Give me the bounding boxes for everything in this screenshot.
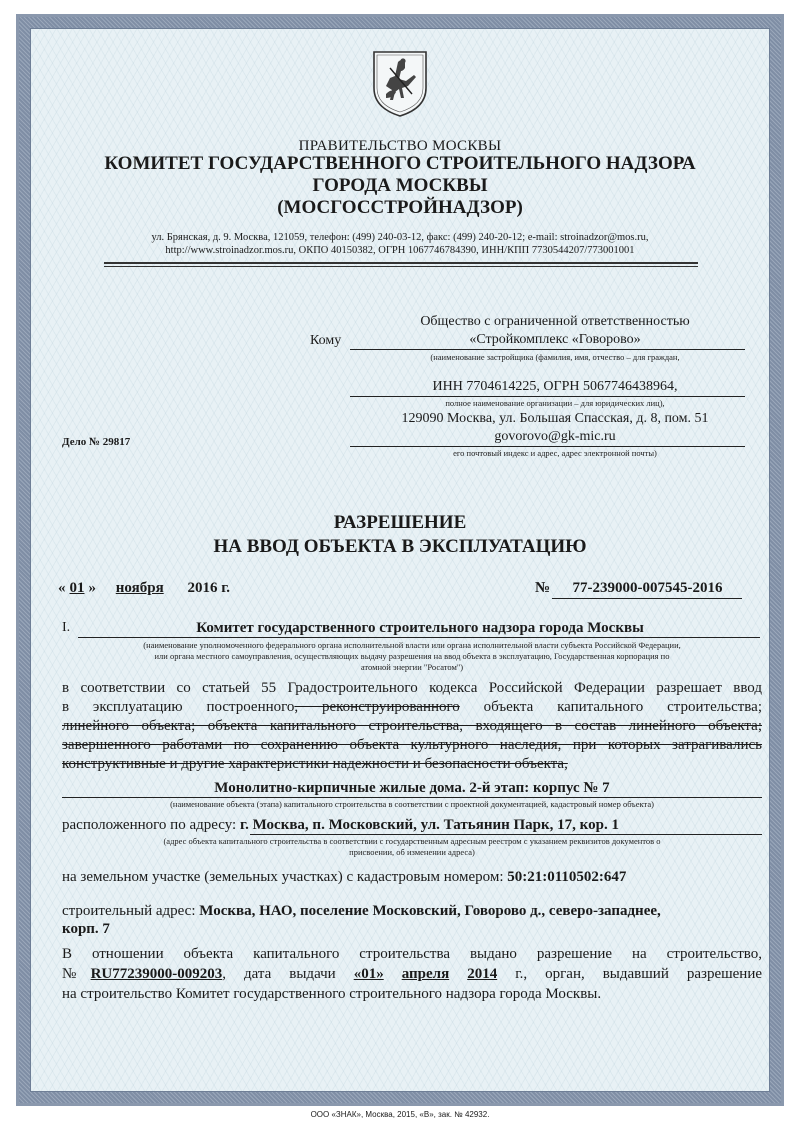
location-label: расположенного по адресу: (62, 817, 237, 833)
date-line (58, 580, 230, 597)
permit-text-line-2 (62, 965, 762, 984)
location-hint-2: присвоении, об изменении адреса) (349, 847, 475, 857)
recipient-email-underline (350, 446, 745, 447)
permit-no-sign: № (62, 966, 91, 982)
date-open-quote: « (58, 580, 66, 596)
authority-hint-1: (наименование уполномоченного федерального органа исполнительной власти или органа исполнительной власти субъекта Российской Федерации, (143, 640, 681, 650)
recipient-hint-2: полное наименование организации – для юридических лиц), (445, 398, 665, 408)
object-name-underline (62, 797, 762, 798)
recipient-address: 129090 Москва, ул. Большая Спасская, д. 8, пом. 51 (401, 411, 709, 426)
committee-address-line2: http://www.stroinadzor.mos.ru, ОКПО 40150382, ОГРН 1067746784390, ИНН/КПП 7730544207/773001001 (165, 245, 635, 256)
recipient-name-line1: Общество с ограниченной ответственностью (420, 314, 690, 329)
location-value: г. Москва, п. Московский, ул. Татьянин Парк, 17, кор. 1 (239, 817, 619, 833)
moscow-coat-of-arms-icon (368, 48, 432, 118)
construction-address-label: строительный адрес: (62, 903, 196, 919)
recipient-inn: ИНН 7704614225, ОГРН 5067746438964, (432, 379, 678, 394)
recipient-hint-1: (наименование застройщика (фамилия, имя, отчество – для граждан, (430, 352, 680, 362)
recipient-email: govorovo@gk-mic.ru (494, 429, 616, 444)
recipient-inn-underline (350, 396, 745, 397)
permit-day: «01» (353, 966, 384, 982)
body-text-line-2 (62, 698, 762, 717)
building-permit-number: RU77239000-009203 (90, 966, 223, 982)
recipient-underline (350, 349, 745, 350)
issuing-authority: Комитет государственного строительного надзора города Москвы (196, 620, 644, 636)
land-plot (62, 868, 762, 887)
land-label: на земельном участке (земельных участках) с кадастровым номером: (62, 869, 504, 885)
body-object-type: объекта капитального строительства; (459, 699, 762, 715)
government-name: ПРАВИТЕЛЬСТВО МОСКВЫ (298, 138, 502, 154)
body-text-line-1: в соответствии со статьей 55 Градостроительного кодекса Российской Федерации разрешает ввод (62, 680, 762, 696)
construction-address-line2: корп. 7 (62, 921, 110, 937)
authority-hint-2: или органа местного самоуправления, осуществляющих выдачу разрешения на ввод объекта в эксплуатацию, Государственная корпорация по (154, 651, 670, 661)
permit-date-label: , дата выдачи (222, 966, 336, 982)
recipient-hint-3: его почтовый индекс и адрес, адрес электронной почты) (453, 448, 657, 458)
body-text-line-5-struck: конструктивные и другие характеристики надежности и безопасности объекта, (62, 756, 568, 772)
document-subtitle: НА ВВОД ОБЪЕКТА В ЭКСПЛУАТАЦИЮ (213, 536, 587, 557)
object-location (62, 816, 762, 835)
printer-footer: ООО «ЗНАК», Москва, 2015, «В», зак. № 42932. (310, 1110, 490, 1119)
date-day: 01 (69, 580, 85, 596)
date-month: ноября (115, 580, 164, 596)
authority-hint-3: атомной энергии "Росатом") (360, 662, 464, 672)
permit-year: 2014 (467, 966, 498, 982)
committee-name-line3: (МОСГОССТРОЙНАДЗОР) (277, 197, 523, 218)
body-built: в эксплуатацию построенного (62, 699, 295, 715)
permit-text-line-1: В отношении объекта капитального строительства выдано разрешение на строительство, (62, 946, 762, 962)
permit-number-underline (552, 598, 742, 599)
to-label: Кому (310, 333, 342, 348)
object-name: Монолитно-кирпичные жилые дома. 2-й этап: корпус № 7 (214, 780, 610, 796)
header-rule (104, 262, 698, 264)
permit-month: апреля (401, 966, 450, 982)
construction-address (62, 902, 762, 921)
construction-address-value: Москва, НАО, поселение Московский, Говорово д., северо-западнее, (199, 903, 661, 919)
authority-underline (78, 637, 760, 638)
permit-text-line-3: на строительство Комитет государственного строительного надзора города Москвы. (62, 986, 602, 1002)
number-sign: № (535, 580, 551, 596)
permit-tail: г., орган, выдавший разрешение (515, 966, 763, 982)
body-text-line-3-struck: линейного объекта; объекта капитального строительства, входящего в состав линейного объекта; (62, 718, 762, 734)
body-text-line-4-struck: завершенного работами по сохранению объекта культурного наследия, при которых затрагивались (62, 737, 762, 753)
committee-name-line1: КОМИТЕТ ГОСУДАРСТВЕННОГО СТРОИТЕЛЬНОГО НАДЗОРА (104, 153, 696, 174)
object-name-hint: (наименование объекта (этапа) капитального строительства в соответствии с проектной документацией, кадастровый номер объекта) (170, 799, 654, 809)
header-rule-thin (104, 266, 698, 267)
date-close-quote: » (88, 580, 96, 596)
date-year: 2016 г. (187, 580, 231, 596)
document-title: РАЗРЕШЕНИЕ (333, 512, 467, 533)
location-underline (250, 834, 762, 835)
cadastral-number: 50:21:0110502:647 (507, 869, 627, 885)
section-roman: I. (62, 620, 71, 635)
case-number: Дело № 29817 (62, 436, 131, 448)
location-hint-1: (адрес объекта капитального строительства в соответствии с государственным адресным реестром с указанием реквизитов документов о (163, 836, 661, 846)
recipient-name-line2: «Стройкомплекс «Говорово» (469, 332, 641, 347)
body-reconstructed-struck: , реконструированного (294, 699, 460, 715)
permit-number: 77-239000-007545-2016 (572, 580, 723, 596)
committee-address-line1: ул. Брянская, д. 9. Москва, 121059, телефон: (499) 240-03-12, факс: (499) 240-20-12; e-mail: stroinadzor@mos.ru, (151, 232, 649, 243)
committee-name-line2: ГОРОДА МОСКВЫ (312, 175, 488, 196)
